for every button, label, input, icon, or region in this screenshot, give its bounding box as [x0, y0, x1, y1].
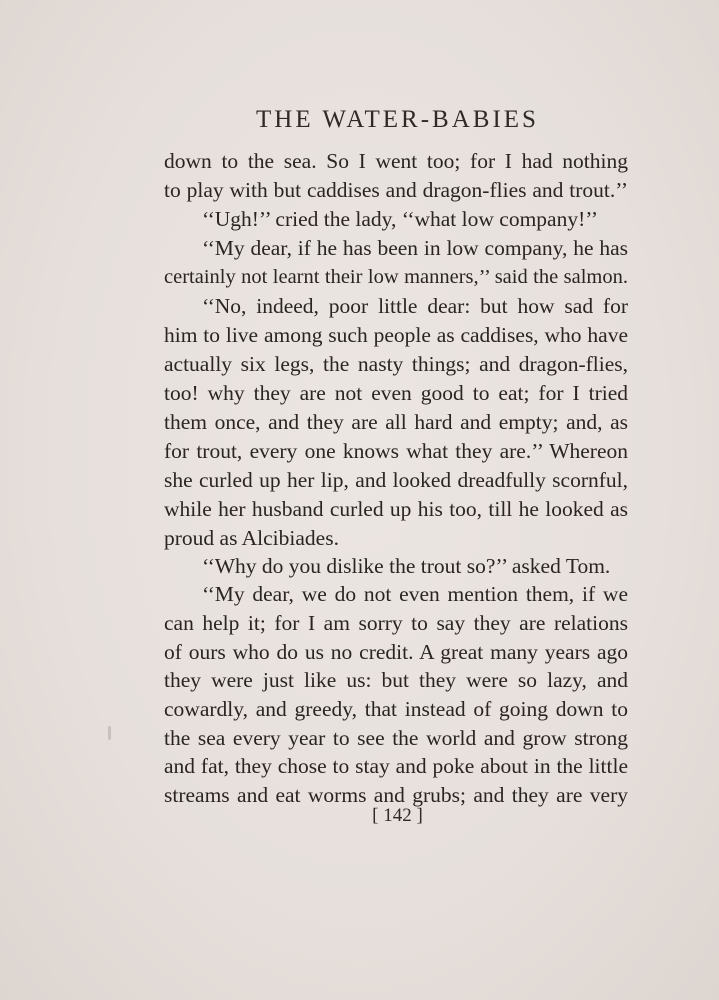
text-line: for trout, every one knows what they are.’’ Whereon [164, 439, 628, 463]
text-line: him to live among such people as caddises, who have [164, 323, 628, 347]
text-line: ‘‘Why do you dislike the trout so?’’ asked Tom. [202, 554, 611, 578]
text-line: to play with but caddises and dragon-flies and trout.’’ [164, 178, 628, 202]
text-line: certainly not learnt their low manners,’’ said the salmon. [164, 266, 628, 288]
text-line: streams and eat worms and grubs; and they are very [164, 783, 628, 807]
text-line: proud as Alcibiades. [164, 526, 339, 550]
text-line: down to the sea. So I went too; for I had nothing [164, 149, 628, 173]
text-line: them once, and they are all hard and empty; and, as [164, 410, 628, 434]
text-line: ‘‘Ugh!’’ cried the lady, ‘‘what low company!’’ [202, 207, 598, 231]
text-line: and fat, they chose to stay and poke about in the little [164, 754, 628, 778]
text-line: actually six legs, the nasty things; and dragon-flies, [164, 352, 628, 376]
page-number: [ 142 ] [372, 805, 423, 826]
text-line: the sea every year to see the world and grow strong [164, 726, 628, 750]
text-line: of ours who do us no credit. A great many years ago [164, 640, 628, 664]
running-head: THE WATER-BABIES [256, 106, 539, 133]
text-line: ‘‘My dear, if he has been in low company, he has [202, 236, 628, 260]
text-line: she curled up her lip, and looked dreadfully scornful, [164, 468, 628, 492]
text-line: can help it; for I am sorry to say they are relations [164, 611, 628, 635]
text-line: cowardly, and greedy, that instead of going down to [164, 697, 628, 721]
text-line: ‘‘No, indeed, poor little dear: but how sad for [202, 294, 628, 318]
text-line: they were just like us: but they were so lazy, and [164, 668, 628, 692]
text-line: while her husband curled up his too, till he looked as [164, 497, 628, 521]
paper-mark [108, 726, 111, 740]
text-line: too! why they are not even good to eat; for I tried [164, 381, 628, 405]
text-line: ‘‘My dear, we do not even mention them, if we [202, 582, 628, 606]
